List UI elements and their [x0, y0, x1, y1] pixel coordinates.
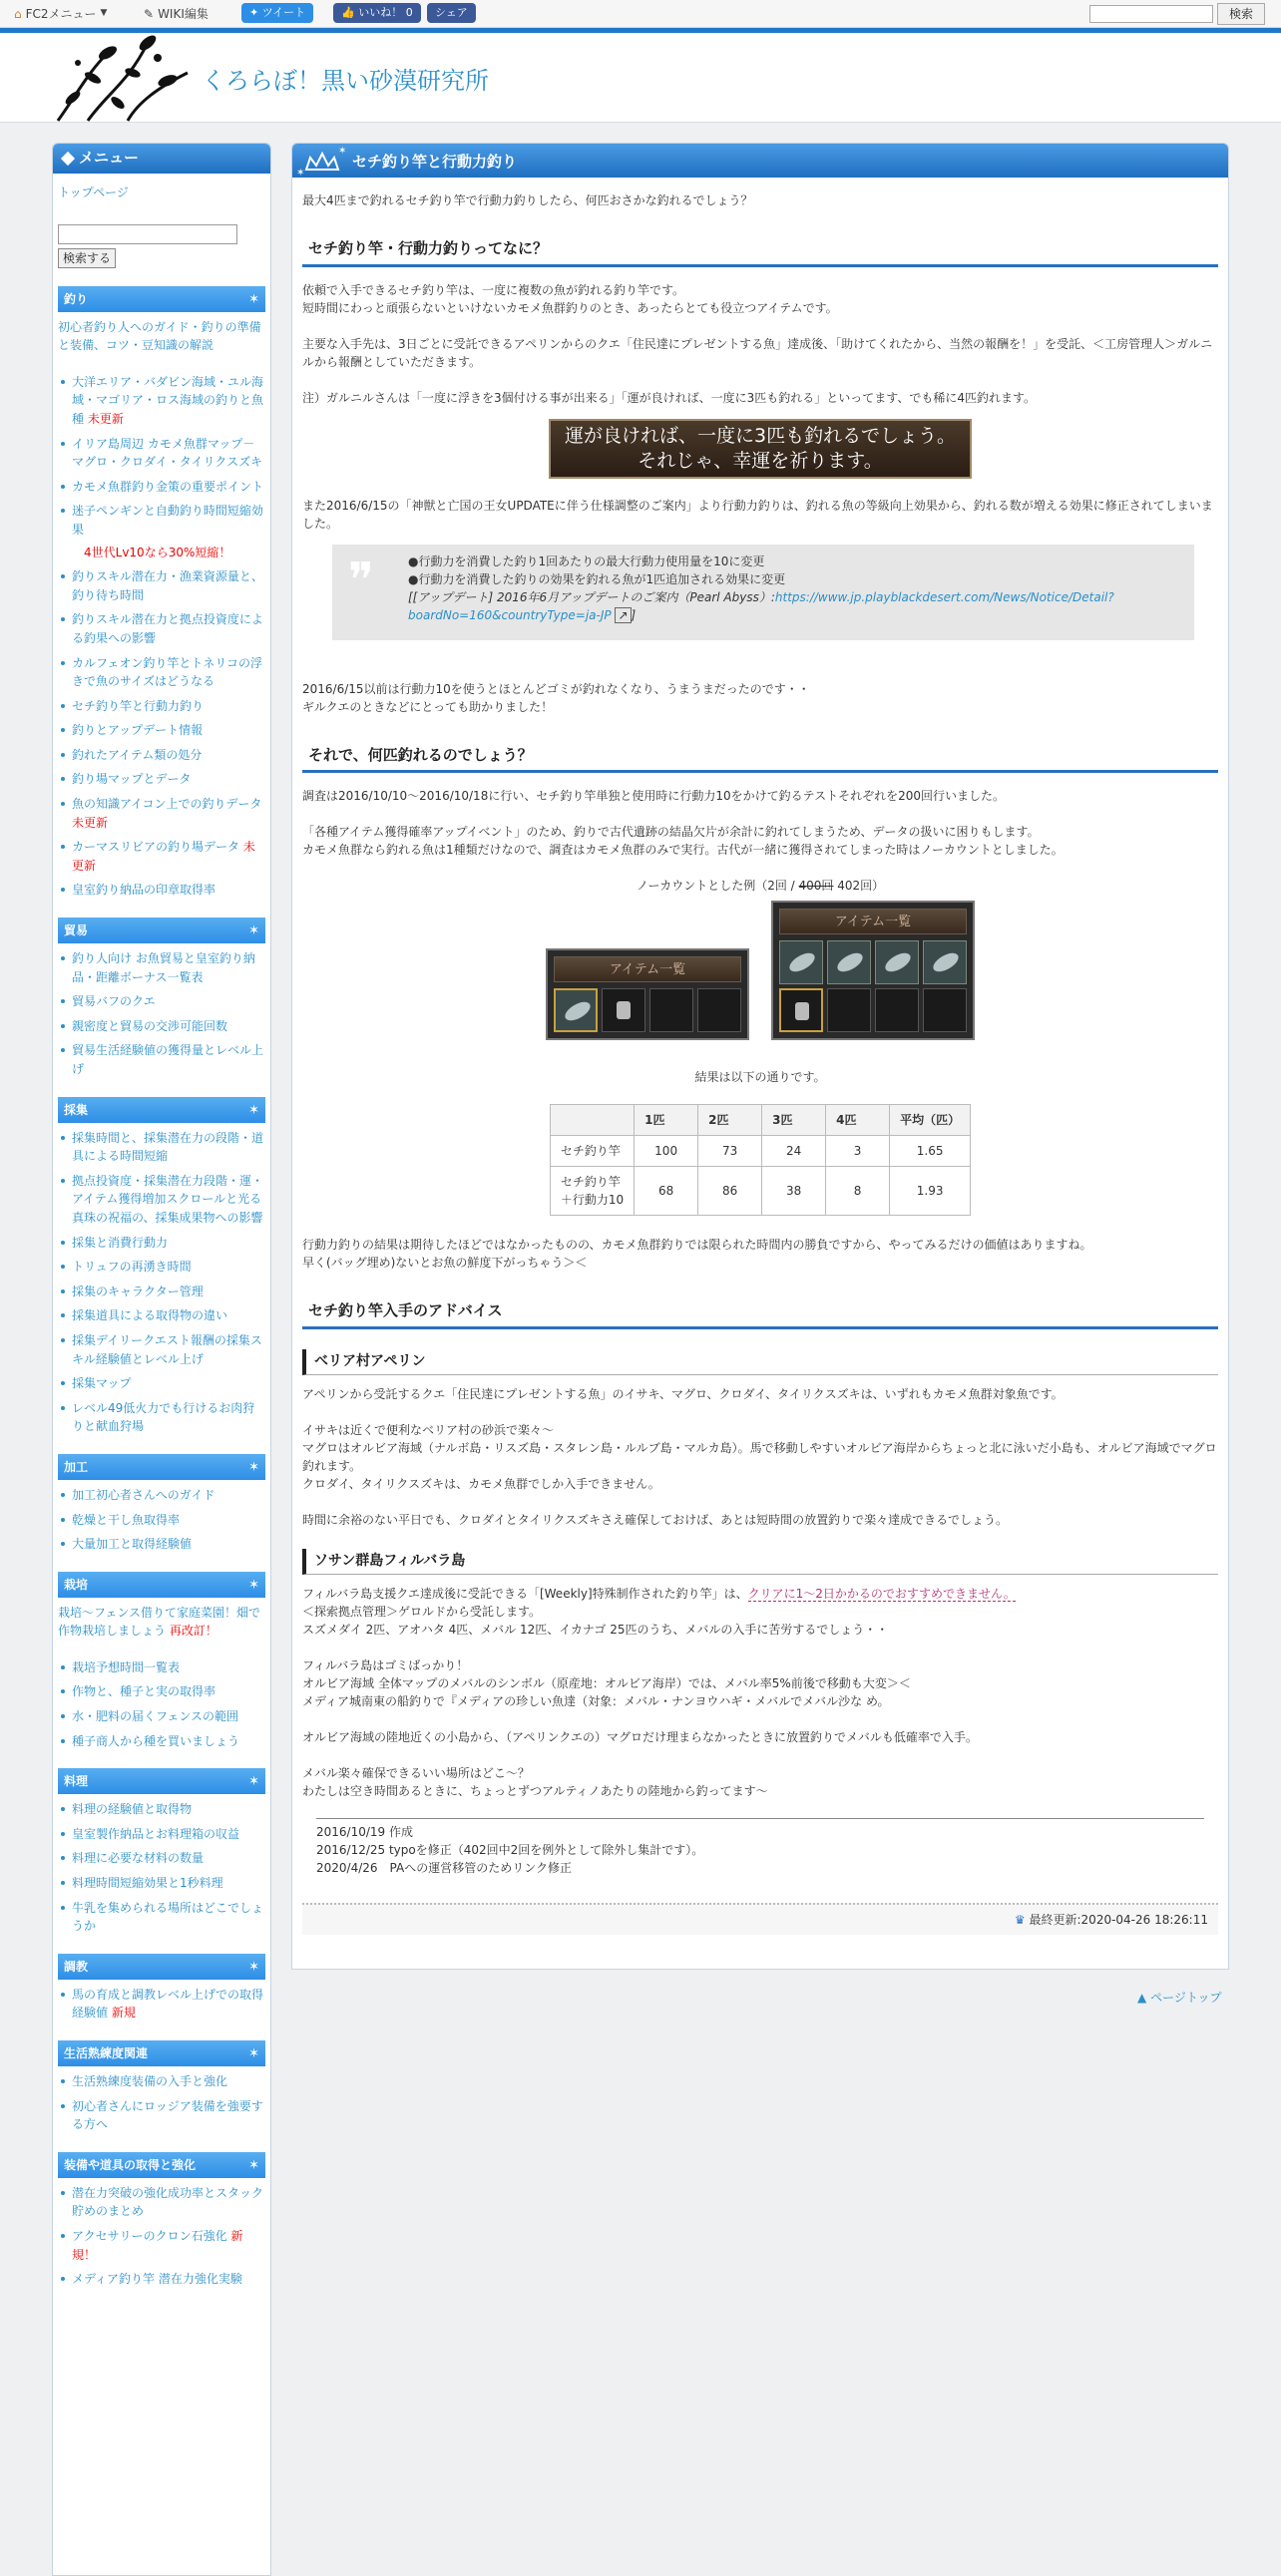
sidebar-link-label: 料理に必要な材料の数量: [72, 1851, 205, 1866]
text-line: カモメ魚群なら釣れる魚は1種類だけなので、調査はカモメ魚群のみで実行。古代が一緒に獲得されてしまった時はノーカウントとしました。: [302, 843, 1064, 857]
paragraph: [302, 1236, 1218, 1272]
sidebar-link[interactable]: [58, 1849, 265, 1868]
sidebar-link-label: 乾燥と干し魚取得率: [72, 1512, 181, 1527]
sidebar-link[interactable]: [58, 697, 265, 716]
fish-slot: [779, 940, 823, 984]
inventory-title: アイテム一覧: [779, 909, 967, 934]
inventory-screenshot: [771, 901, 975, 1040]
page-title: セチ釣り竿と行動力釣り: [352, 153, 518, 171]
sidebar-link-label: 親密度と貿易の交渉可能回数: [72, 1018, 228, 1033]
update-quote: [332, 545, 1194, 640]
warning-text: クリアに1～2日かかるのでおすすめできません。: [747, 1586, 1016, 1601]
sidebar-list: [58, 1658, 265, 1750]
edit-icon: ✎: [144, 7, 155, 21]
sidebar-link-label: 採集マップ: [72, 1376, 132, 1391]
sidebar-content: [53, 174, 270, 2301]
sidebar-link[interactable]: [58, 1535, 265, 1554]
empty-slot: [923, 988, 967, 1032]
sidebar-link-label: カーマスリビアの釣り場データ: [72, 840, 240, 855]
sparkle-icon: ✶: [248, 1959, 259, 1975]
page-top-link[interactable]: [1137, 1989, 1221, 2008]
text-line: イサキは近くで便利なベリア村の砂浜で楽々～: [302, 1422, 555, 1437]
fc2-search-button[interactable]: 検索: [1217, 3, 1265, 25]
text-line: 早く(バッグ埋め)ないとお魚の鮮度下がっちゃう＞＜: [302, 1256, 588, 1270]
sidebar-link[interactable]: [58, 502, 265, 539]
sidebar-section-header: [58, 1097, 265, 1123]
heading-how-many: それで、何匹釣れるのでしょう？: [302, 740, 1218, 774]
sidebar-link-label: 採集道具による取得物の違い: [72, 1308, 228, 1323]
sidebar-link[interactable]: [58, 2270, 265, 2289]
sidebar-link[interactable]: [58, 1874, 265, 1893]
section-title: 生活熟練度関連: [64, 2046, 149, 2060]
paragraph: また2016/6/15の「神獣と亡国の王女UPDATEに伴う仕様調整のご案内」より行動力釣りは、釣れる魚の等級向上効果から、釣れる数が増える効果に修正されてしまいました。: [302, 498, 1213, 531]
section-title: 装備や道具の取得と強化: [64, 2157, 197, 2172]
status-badge: 未更新: [72, 815, 109, 830]
sidebar-link-label: 釣り人向け お魚貿易と皇室釣り納品・距離ボーナス一覧表: [72, 951, 255, 984]
section-title: 釣り: [64, 291, 89, 306]
table-cell: 73: [698, 1136, 762, 1167]
article-body: [292, 178, 1228, 1935]
text-line: マグロはオルビア海域（ナルボ島・リスズ島・スタレン島・ルルブ島・マルカ島）。馬で移動しやすいオルビア海岸からちょっと北に泳いだ小島も、オルビア海域でマグロ釣れます。: [302, 1440, 1217, 1473]
quote-source: [[アップデート] 2016年6月アップデートのご案内（Pearl Abyss）:https://www.jp.playblackdesert.com/News/Notice/Detail?boardNo=160&countryType=ja-JP ↗ ]: [408, 589, 1114, 622]
sidebar-link[interactable]: [58, 478, 265, 497]
sidebar-link-label: 生活熟練度装備の入手と強化: [72, 2074, 228, 2088]
sidebar-link-label: 魚の知識アイコン上での釣りデータ: [72, 797, 262, 812]
sidebar-link[interactable]: [58, 654, 265, 691]
sidebar-link-label: 採集時間と、採集潜在力の段階・道具による時間短縮: [72, 1130, 264, 1164]
paragraph: 時間に余裕のない平日でも、クロダイとタイリクスズキさえ確保しておけば、あとは短時間の放置釣りで楽々達成できるでしょう。: [302, 1512, 1009, 1527]
fc2-toolbar: [0, 0, 1281, 28]
tweet-label: ツイート: [261, 6, 306, 19]
paragraph: オルビア海域の陸地近くの小島から、（アペリンクエの）マグロだけ理まらなかったときに放置釣りでメバルも低確率で入手。: [302, 1729, 978, 1744]
sidebar-link[interactable]: [58, 2097, 265, 2134]
sidebar-link-label: 拠点投資度・採集潜在力段階・運・アイテム獲得増加スクロールと光る真珠の祝福の、採集成果物への影響: [72, 1173, 264, 1225]
status-badge: 新規！: [72, 2228, 243, 2262]
sidebar-link[interactable]: [58, 1658, 265, 1677]
table-cell: 1.93: [890, 1167, 971, 1216]
like-button[interactable]: [333, 3, 421, 23]
sidebar-link[interactable]: [58, 949, 265, 986]
text-line: オルビア海域 全体マップのメバルのシンボル（原産地：オルビア海岸）では、メバル率5%前後で移動も大変＞＜: [302, 1675, 911, 1690]
wiki-edit-link[interactable]: [144, 5, 209, 24]
sidebar-link[interactable]: [58, 1374, 265, 1393]
table-header-cell: 4匹: [826, 1105, 890, 1136]
table-cell: 3: [826, 1136, 890, 1167]
row-label: セチ釣り竿: [550, 1136, 634, 1167]
table-header-cell: 1匹: [635, 1105, 698, 1136]
sidebar-link[interactable]: [58, 1399, 265, 1436]
table-cell: 68: [635, 1167, 698, 1216]
sidebar-link-label: 大量加工と取得経験値: [72, 1537, 193, 1552]
section-title: 調教: [64, 1959, 89, 1974]
text-line: 「各種アイテム獲得確率アップイベント」のため、釣りで古代遺跡の結晶欠片が余計に釣れてしまうため、データの扱いに困りもします。: [302, 825, 1040, 839]
site-header: [0, 33, 1281, 123]
sidebar-link-label: 大洋エリア・バダビン海域・ユル海域・マゴリア・ロス海域の釣りと魚種: [72, 374, 264, 426]
sidebar-link[interactable]: [58, 2072, 265, 2091]
table-header-cell: 3匹: [762, 1105, 826, 1136]
paragraph: 主要な入手先は、3日ごとに受託できるアペリンからのクエ「住民達にプレゼントする魚」達成後、「助けてくれたから、当然の報酬を！」を受託、＜工房管理人＞ガルニルから報酬としていただきます。: [302, 336, 1213, 369]
sidebar-link[interactable]: [58, 1707, 265, 1726]
sidebar-list: [58, 1486, 265, 1554]
sidebar-link-label: 迷子ペンギンと自動釣り時間短縮効果: [72, 504, 263, 537]
fish-slot: [554, 988, 598, 1032]
sidebar-link-label: 料理の経験値と取得物: [72, 1802, 193, 1817]
sidebar-section-header: [58, 2040, 265, 2066]
section-title: 栽培: [64, 1577, 89, 1592]
chevron-down-icon: ▼: [100, 8, 108, 19]
banner-line: 運が良ければ、一度に3匹も釣れるでしょう。: [565, 424, 956, 447]
sidebar-link[interactable]: [58, 1041, 265, 1078]
sidebar: [52, 143, 271, 2576]
sparkle-icon: ✶: [248, 923, 259, 939]
sidebar-link[interactable]: [58, 1283, 265, 1301]
sparkle-icon: ✶: [248, 1577, 259, 1593]
sidebar-link[interactable]: [58, 373, 265, 429]
subheading-philbara: ソサン群島フィルバラ島: [302, 1549, 1218, 1575]
menu-title: メニュー: [79, 149, 140, 168]
sidebar-link-label: 釣れたアイテム類の処分: [72, 747, 203, 762]
paragraph: 注）ガルニルさんは「一度に浮きを3個付ける事が出来る」「運が良ければ、一度に3匹も釣れる」といってます、でも稀に4匹釣れます。: [302, 390, 1036, 405]
sidebar-search-input[interactable]: [58, 224, 237, 244]
image-caption: [302, 877, 1218, 895]
history-entry: 2020/4/26 PAへの運営移管のためリンク修正: [316, 1860, 572, 1875]
revision-history: [316, 1818, 1204, 1877]
crystal-slot: [602, 988, 645, 1032]
text-line: 行動力釣りの結果は期待したほどではなかったものの、カモメ魚群釣りでは限られた時間内の勝負ですから、やってみるだけの価値はありますね。: [302, 1238, 1092, 1252]
sidebar-link[interactable]: [58, 992, 265, 1011]
text-line: フィルバラ島はゴミばっかり！: [302, 1657, 469, 1672]
sidebar-link-label: 釣りとアップデート情報: [72, 723, 204, 738]
text-line: 依頼で入手できるセチ釣り竿は、一度に複数の魚が釣れる釣り竿です。: [302, 282, 685, 297]
sidebar-list: [58, 2072, 265, 2134]
fc2-search-input[interactable]: [1089, 5, 1213, 23]
last-updated: [302, 1903, 1218, 1935]
quote-mark-icon: ❞: [348, 552, 374, 608]
thumbs-up-icon: 👍: [341, 6, 359, 19]
sidebar-link[interactable]: [58, 1258, 265, 1277]
fish-slot: [923, 940, 967, 984]
table-cell: 8: [826, 1167, 890, 1216]
sidebar-section-header: [58, 1454, 265, 1480]
empty-slot: [827, 988, 871, 1032]
sidebar-link[interactable]: [58, 610, 265, 647]
history-entry: 2016/10/19 作成: [316, 1824, 413, 1839]
sidebar-list: [58, 1129, 265, 1436]
fc2-menu-label: FC2メニュー: [25, 7, 97, 21]
fish-slot: [875, 940, 919, 984]
sidebar-link[interactable]: [58, 1825, 265, 1844]
banner-line: それじゃ、幸運を祈ります。: [638, 449, 883, 472]
page-top-label: ページトップ: [1150, 1991, 1222, 2005]
quote-source-link[interactable]: https://www.jp.playblackdesert.com/News/Notice/Detail?boardNo=160&countryType=ja-JP: [408, 589, 1114, 622]
paragraph: [302, 1656, 1218, 1710]
table-header-cell: 2匹: [698, 1105, 762, 1136]
text-line: メディア城南東の船釣りで『メディアの珍しい魚達（対象：メバル・ナンヨウハギ・メバルでメバル沙な め。: [302, 1693, 890, 1708]
sidebar-link[interactable]: [58, 721, 265, 740]
fish-slot: [827, 940, 871, 984]
text-line: クロダイ、タイリクスズキは、カモメ魚群でしか入手できません。: [302, 1476, 660, 1491]
sparkle-icon: ✶: [248, 1102, 259, 1118]
row-label: セチ釣り竿 ＋行動力10: [550, 1167, 634, 1216]
sidebar-link[interactable]: [58, 1129, 265, 1166]
text-line: メバル楽々確保できるいい場所はどこ～？: [302, 1765, 530, 1780]
sidebar-link-label: イリア島周辺 カモメ魚群マップ－マグロ・クロダイ・タイリクスズキ: [72, 436, 263, 470]
sidebar-link[interactable]: [58, 1732, 265, 1751]
sidebar-link[interactable]: [58, 746, 265, 765]
sidebar-search-button[interactable]: 検索する: [58, 248, 116, 268]
paragraph: [302, 1421, 1218, 1493]
sidebar-link-label: 採集デイリークエスト報酬の採集スキル経験値とレベル上げ: [72, 1332, 262, 1366]
status-badge: 再改訂！: [169, 1624, 217, 1639]
sidebar-link[interactable]: [58, 1800, 265, 1819]
twitter-icon: ✦: [249, 6, 262, 19]
sidebar-link-label: 水・肥料の届くフェンスの範囲: [72, 1709, 239, 1724]
sidebar-link-label: 貿易生活経験値の獲得量とレベル上げ: [72, 1043, 264, 1076]
sidebar-link-label: 加工初心者さんへのガイド: [72, 1487, 215, 1502]
sidebar-link-label: 潜在力突破の強化成功率とスタック貯めのまとめ: [72, 2185, 264, 2219]
heading-advice: セチ釣り竿入手のアドバイス: [302, 1295, 1218, 1329]
text-line: ＜探索拠点管理＞ゲロルドから受託します。: [302, 1604, 542, 1619]
sidebar-link[interactable]: [58, 838, 265, 875]
sidebar-section-header: [58, 2152, 265, 2178]
status-badge: 未更新: [87, 411, 124, 426]
sidebar-link-label: 皇室製作納品とお料理箱の収益: [72, 1826, 240, 1841]
crown-ornament-icon: [292, 144, 352, 178]
status-badge: 未更新: [72, 840, 255, 873]
sidebar-link-label: 栽培予想時間一覧表: [72, 1659, 181, 1674]
sparkle-icon: ✶: [248, 2046, 259, 2061]
text-line: スズメダイ 2匹、アオハタ 4匹、メバル 12匹、イカナゴ 25匹のうち、メバルの入手に苦労するでしょう・・: [302, 1622, 889, 1637]
sidebar-list: [58, 949, 265, 1079]
table-header-row: [550, 1105, 970, 1136]
paragraph: [302, 680, 1218, 716]
sidebar-link[interactable]: [58, 1486, 265, 1505]
sidebar-link-label: カルフェオン釣り竿とトネリコの浮きで魚のサイズはどうなる: [72, 655, 263, 689]
intro-label: 初心者釣り人へのガイド・釣りの準備と装備、コツ・豆知識の解説: [58, 319, 261, 353]
sidebar-link-label: 作物と、種子と実の取得率: [72, 1684, 216, 1699]
sidebar-link-label: 牛乳を集められる場所はどこでしょうか: [72, 1900, 264, 1934]
page-header: [292, 144, 1228, 178]
sidebar-link[interactable]: [58, 1234, 265, 1253]
caption-strike: 400回: [798, 879, 834, 893]
intro-label: 栽培～フェンス借りて家庭菜園！畑で作物栽培しましょう: [58, 1605, 261, 1639]
sidebar-link[interactable]: [58, 435, 265, 472]
sidebar-section-header: [58, 1768, 265, 1794]
crown-icon: ♛: [1014, 1912, 1026, 1927]
menu-diamond-icon: [61, 152, 75, 166]
section-title: 料理: [64, 1774, 89, 1789]
sidebar-section-header: [58, 1954, 265, 1980]
sidebar-link-label: 貿易バフのクエ: [72, 994, 156, 1009]
sidebar-section-header: [58, 918, 265, 943]
section-title: 貿易: [64, 923, 89, 938]
sidebar-link[interactable]: [58, 795, 265, 832]
table-cell: 100: [635, 1136, 698, 1167]
sidebar-link-label: 初心者さんにロッジア装備を強要する方へ: [72, 2098, 263, 2132]
table-cell: 1.65: [890, 1136, 971, 1167]
sidebar-link[interactable]: [58, 1331, 265, 1368]
sidebar-link[interactable]: [58, 2184, 265, 2221]
table-cell: 86: [698, 1167, 762, 1216]
share-button[interactable]: シェア: [427, 3, 476, 23]
result-intro: 結果は以下の通りです。: [694, 1070, 826, 1084]
like-label: いいね！ 0: [358, 6, 413, 19]
sidebar-link[interactable]: [58, 881, 265, 900]
text-line: わたしは空き時間あるときに、ちょっとずつアルティノあたりの陸地から釣ってます～: [302, 1783, 768, 1798]
table-body: [550, 1136, 970, 1216]
sidebar-top-page-link[interactable]: トップページ: [58, 185, 129, 199]
quote-line: ●行動力を消費した釣り1回あたりの最大行動力使用量を10に変更: [408, 553, 765, 568]
sparkle-icon: ✶: [248, 2157, 259, 2173]
floral-ornament-icon: [48, 33, 198, 123]
sidebar-link-label: メディア釣り竿 潜在力強化実験: [72, 2272, 242, 2287]
tweet-button[interactable]: [241, 3, 313, 23]
sparkle-icon: ✶: [248, 291, 259, 307]
history-entry: 2016/12/25 typoを修正（402回中2回を例外として除外し集計です）。: [316, 1842, 704, 1857]
table-cell: 38: [762, 1167, 826, 1216]
subheading-aperin: ベリア村アペリン: [302, 1349, 1218, 1375]
sidebar-list: [58, 373, 265, 900]
sidebar-section-intro-link[interactable]: [58, 1604, 265, 1641]
caption-text: 402回）: [833, 879, 885, 893]
sidebar-link[interactable]: [58, 1899, 265, 1936]
sidebar-link-label: 釣りスキル潜在力と拠点投資度による釣果への影響: [72, 612, 263, 645]
inventory-screenshot: [546, 948, 749, 1040]
table-header-cell: [550, 1105, 634, 1136]
sidebar-note: 4世代Lv10なら30%短縮！: [84, 545, 231, 559]
text-line: フィルバラ島支援クエ達成後に受託できる「[Weekly]特殊制作された釣り竿」は、: [302, 1586, 748, 1601]
sidebar-section-intro-link[interactable]: [58, 318, 265, 355]
game-dialog-banner: [549, 419, 972, 479]
paragraph: 調査は2016/10/10～2016/10/18に行い、セチ釣り竿単独と使用時に行動力10をかけて釣るテストそれぞれを200回行いました。: [302, 789, 1006, 803]
wiki-edit-label: WIKI編集: [158, 7, 209, 21]
sidebar-link-label: 種子商人から種を買いましょう: [72, 1733, 240, 1748]
section-title: 加工: [64, 1459, 89, 1474]
section-title: 採集: [64, 1102, 89, 1117]
last-updated-text: 最終更新:2020-04-26 18:26:11: [1029, 1912, 1208, 1927]
table-cell: 24: [762, 1136, 826, 1167]
sidebar-link-label: レベル49低火力でも行けるお肉狩りと献血狩場: [72, 1400, 255, 1434]
main-content: [291, 143, 1229, 1970]
caption-text: ノーカウントとした例（2回 /: [636, 879, 799, 893]
heading-what-is: セチ釣り竿・行動力釣りってなに？: [302, 233, 1218, 267]
inventory-title: アイテム一覧: [554, 956, 741, 982]
sidebar-link[interactable]: [58, 1511, 265, 1530]
empty-slot: [649, 988, 693, 1032]
results-table: [550, 1104, 971, 1216]
sidebar-search: [58, 224, 265, 268]
inventory-screenshots: [302, 901, 1218, 1040]
sidebar-link[interactable]: [58, 1017, 265, 1036]
empty-slot: [697, 988, 741, 1032]
table-header-cell: 平均（匹）: [890, 1105, 971, 1136]
crystal-slot: [779, 988, 823, 1032]
table-row: [550, 1167, 970, 1216]
sidebar-link-label: 釣り場マップとデータ: [72, 772, 192, 787]
sidebar-link-label: トリュフの再湧き時間: [72, 1260, 192, 1275]
text-line: 2016/6/15以前は行動力10を使うとほとんどゴミが釣れなくなり、うまうまだったのです・・: [302, 681, 810, 696]
sparkle-icon: ✶: [248, 1774, 259, 1790]
paragraph: [302, 1764, 1218, 1800]
sidebar-section-header: [58, 1572, 265, 1598]
sidebar-link-label: アクセサリーのクロン石強化: [72, 2228, 227, 2243]
sidebar-link-label: 馬の育成と調教レベル上げでの取得経験値: [72, 1987, 264, 2021]
quote-source-label: [[アップデート] 2016年6月アップデートのご案内（Pearl Abyss）:: [408, 589, 775, 604]
intro-text: 最大4匹まで釣れるセチ釣り竿で行動力釣りしたら、何匹おさかな釣れるでしょう？: [302, 193, 753, 207]
paragraph: [302, 281, 1218, 317]
fc2-menu[interactable]: [14, 5, 107, 24]
sidebar-list: [58, 1986, 265, 2023]
sidebar-link[interactable]: [58, 770, 265, 789]
text-line: 短時間にわっと頑張らないといけないカモメ魚群釣りのとき、あったらとても役立つアイテムです。: [302, 300, 838, 315]
sidebar-link[interactable]: [58, 1172, 265, 1228]
sidebar-link-label: 採集と消費行動力: [72, 1235, 169, 1250]
empty-slot: [875, 988, 919, 1032]
status-badge: 新規: [111, 2006, 136, 2021]
svg-text:✶: ✶: [338, 146, 347, 157]
sidebar-list: [58, 2184, 265, 2289]
text-line: ギルクエのときなどにとっても助かりました！: [302, 699, 554, 714]
sparkle-icon: ✶: [248, 1459, 259, 1475]
paragraph: アペリンから受託するクエ「住民達にプレゼントする魚」のイサキ、マグロ、クロダイ、タイリクスズキは、いずれもカモメ魚群対象魚です。: [302, 1386, 1064, 1401]
sidebar-link-label: 採集のキャラクター管理: [72, 1284, 204, 1298]
sidebar-link[interactable]: [58, 567, 265, 604]
sidebar-link-label: 釣りスキル潜在力・漁業資源量と、釣り待ち時間: [72, 569, 263, 602]
fc2-home-icon: ⌂: [14, 7, 22, 21]
external-link-icon[interactable]: ↗: [615, 607, 631, 623]
sidebar-link-label: 料理時間短縮効果と1秒料理: [72, 1876, 223, 1891]
site-title[interactable]: くろらぼ！黒い砂漠研究所: [202, 67, 489, 95]
sidebar-section-header: [58, 286, 265, 312]
sidebar-link[interactable]: [58, 1306, 265, 1325]
sidebar-menu-header: [53, 144, 270, 174]
sidebar-link-label: カモメ魚群釣り金策の重要ポイント: [72, 479, 264, 494]
sidebar-link-label: 皇室釣り納品の印章取得率: [72, 883, 216, 898]
quote-line: ●行動力を消費した釣りの効果を釣れる魚が1匹追加される効果に変更: [408, 571, 786, 586]
sidebar-link[interactable]: [58, 2227, 265, 2264]
sidebar-list: [58, 1800, 265, 1936]
sidebar-link-label: セチ釣り竿と行動力釣り: [72, 698, 205, 713]
paragraph: [302, 823, 1218, 859]
paragraph: [302, 1585, 1218, 1639]
sidebar-link[interactable]: [58, 1682, 265, 1701]
arrow-up-icon: ▲: [1137, 1991, 1147, 2005]
sidebar-link[interactable]: [58, 1986, 265, 2023]
svg-text:✶: ✶: [296, 168, 305, 178]
table-row: [550, 1136, 970, 1167]
